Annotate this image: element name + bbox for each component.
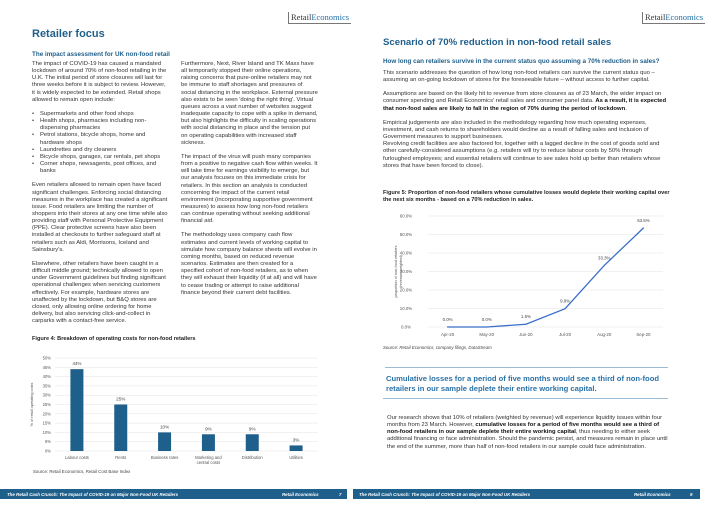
data-label: 9% <box>205 426 212 432</box>
operating-costs-bar-chart <box>28 350 323 465</box>
figure-5-title: Figure 5: Proportion of non-food retailers whose cumulative losses would deplete their working capital over the next six months - based on a 70% reduction in sales. <box>383 190 670 203</box>
page-9 <box>353 0 704 505</box>
divider <box>385 367 668 368</box>
y-tick-label: 15% <box>42 420 51 426</box>
y-tick-label: 40% <box>42 374 51 380</box>
y-tick-label: 20.0% <box>399 287 413 293</box>
callout-quote: Cumulative losses for a period of five months would see a third of non-food retailers in our sample deplete their entire working capital. <box>386 374 659 393</box>
footer-bar <box>0 489 347 499</box>
bar <box>114 405 127 452</box>
conclusion-paragraph <box>387 415 670 451</box>
x-tick-label: Rents <box>115 455 127 460</box>
column-2 <box>181 61 318 304</box>
text: , thus needing to either seek additional financing or face administration. Should the pandemic persist, and measures remain in place until the end of the summer, more than half of non-food retailers in our sample could face administration. <box>387 429 668 450</box>
y-tick-label: 25% <box>42 402 51 407</box>
x-tick-label: Apr-20 <box>440 332 455 337</box>
paragraph: Even retailers allowed to remain open have faced significant challenges. Enforcing social distancing measures in the workplace has created a significant issue. Food retailers are limiting the number of shoppers into their stores at any one time while also providing staff with Personal Protective Equipment (PPE). Clear protective screens have also been installed at checkouts to further safeguard staff at retailers such as Aldi, Morrisons, Iceland and Sainsbury's. <box>32 182 168 253</box>
paragraph: Revolving credit facilities are also factored for, together with a lagged decline in the cost of goods sold and other carefully-considered assumptions (e.g. retailers will try to reduce labour costs by 50% through furloughed employees; and essential retailers will continue to see sales hold up better than retailers whose stores that have been forced to close). <box>383 141 661 169</box>
y-tick-label: 5% <box>44 439 51 445</box>
bold-text: As a result, it is expected that non-food sales are likely to fall in the region of 70% during the period of lockdown <box>383 98 667 112</box>
paragraph: The impact of the virus will push many companies from a positive to negative cash flow within weeks. It will take time for earnings visibility to emerge, but our analysis focuses on this immediate crisis for retailers. In this section an analysis is conducted concerning the impact of the current retail environment (incorporating supportive government measures) to assess how long non-food retailers can continue operating without seeking additional financial aid. <box>181 153 318 225</box>
x-tick-label: Utilities <box>289 455 303 460</box>
x-tick-label: central costs <box>196 460 221 465</box>
y-tick-label: 40.0% <box>399 250 413 256</box>
data-label: 1.5% <box>520 314 531 320</box>
y-tick-label: 0.0% <box>400 324 412 330</box>
y-axis-label: (revenue-weighted) <box>399 255 403 288</box>
page-title: Scenario of 70% reduction in non-food retail sales <box>383 37 612 48</box>
y-tick-label: 0% <box>44 448 51 454</box>
paragraph: Furthermore, Next, River Island and TK Maxx have all temporarily stopped their online operations, raising concerns that pure-online retailers may not be immune to staff shortages and pressures of social distancing in the workplace. External pressure also exists to be seen 'doing the right thing'. Virtual queues across a vast number of websites suggest inadequate capacity to cope with a spike in demand, but also highlights the difficulty in scaling operations with social distancing in place and the tension put on operating capabilities with increased staff sickness. <box>181 61 318 146</box>
text: Our research shows that 10% of retailers (weighted by revenue) will experience liquidity issues within four months from 23 March. However, <box>387 415 663 429</box>
figure-4-title: Figure 4: Breakdown of operating costs for non-food retailers <box>32 336 196 342</box>
footer-title: The Retail Cash Crunch: The Impact of COVID-19 on Major Non-Food UK Retailers <box>7 491 179 497</box>
section-subtitle: How long can retailers survive in the current status quo assuming a 70% reduction in sales? <box>383 58 660 65</box>
x-tick-label: Jun-20 <box>519 332 533 337</box>
page-7 <box>0 0 350 505</box>
bar <box>158 432 171 451</box>
open-shops-list <box>32 111 168 175</box>
paragraph: Empirical judgements are also included in the methodology regarding how much operating expenses, investment, and cash returns to shareholders would decline as a result of falling sales and inclusion of Government measures to support businesses. <box>383 119 649 141</box>
data-label: 10% <box>159 424 170 430</box>
x-tick-label: Business rates <box>150 455 179 460</box>
paragraph: Elsewhere, other retailers have been caught in a difficult middle ground; technically allowed to open under Government guidelines but finding significant operational challenges when servicing customers effectively. For example, hardware stores are unaffected by the lockdown, but B&Q stores are closed, only allowing online ordering for home delivery, but also servicing click-and-collect in carparks with a contact-free service. <box>32 260 166 325</box>
y-tick-label: 30.0% <box>399 269 413 274</box>
column-1 <box>32 61 168 332</box>
series-line <box>448 228 644 327</box>
list-item: • Bicycle shops, garages, car rentals, pet shops <box>32 154 168 161</box>
footer-brand: Retail Economics <box>634 491 671 497</box>
y-tick-label: 35% <box>42 383 51 389</box>
y-tick-label: 10% <box>42 429 51 435</box>
x-tick-label: Jul-20 <box>559 332 572 337</box>
paragraph: The methodology uses company cash flow estimates and current levels of working capital to simulate how company balance sheets will evolve in coming months, based on reduced revenue scenarios. Estimates are then created for a specified cohort of non-food retailers, as to when they will exhaust their liquidity (if at all) and will have to cease trading or attempt to raise additional finance beyond their current debt facilities. <box>181 232 317 296</box>
y-tick-label: 60.0% <box>399 213 413 219</box>
footer-title: The Retail Cash Crunch: The Impact of COVID-19 on Major Non-Food UK Retailers <box>359 491 531 497</box>
text: Assumptions are based on the likely hit to revenue from store closures as of 23 March, the wider impact on consumer spending and Retail Economics' retail sales and consumer panel data. <box>383 91 662 105</box>
footer-bar <box>353 489 700 499</box>
x-tick-label: May-20 <box>479 332 495 337</box>
paragraph <box>383 91 668 112</box>
y-tick-label: 45% <box>42 364 51 370</box>
retailers-depletion-line-chart <box>373 209 673 337</box>
bold-text: cumulative losses for a period of five months would see a third of non-food retailers in our sample deplete their entire working capital <box>387 422 660 436</box>
bar <box>290 445 303 451</box>
retail-economics-logo: RetailEconomics <box>642 12 705 24</box>
figure-5-source: Source: Retail Economics, company filings, DataStream <box>383 345 492 350</box>
divider <box>383 398 668 399</box>
intro-paragraph: The impact of COVID-19 has caused a mandated lockdown of around 70% of non-food retailing in the U.K. The initial period of store closures will last for three weeks before it is subject to review. However, it is widely expected to be extended. Retail shops allowed to remain open include: <box>32 61 167 103</box>
data-label: 9.9% <box>560 298 571 304</box>
y-tick-label: 30% <box>42 392 51 398</box>
text: . <box>625 105 627 112</box>
page-number: 9 <box>690 491 693 497</box>
y-tick-label: 20% <box>42 411 51 417</box>
retail-economics-logo: RetailEconomics <box>288 12 351 24</box>
data-label: 3% <box>292 437 300 443</box>
x-tick-label: Sep-20 <box>636 332 651 337</box>
y-tick-label: 50.0% <box>399 232 413 237</box>
data-label: 0.0% <box>442 317 453 322</box>
scenario-text <box>383 70 668 177</box>
bar <box>202 434 215 451</box>
y-tick-label: 10.0% <box>399 306 413 311</box>
bar <box>246 434 259 451</box>
list-item: • Laundrettes and dry cleaners <box>32 147 168 154</box>
paragraph: This scenario addresses the question of how long non-food retailers can survive the current status quo – assuming an on-going lockdown of stores for the foreseeable future – without access to further capital. <box>383 70 655 84</box>
list-item: • Corner shops, newsagents, post offices, and banks <box>32 161 168 175</box>
list-item: • Supermarkets and other food shops <box>32 111 168 118</box>
x-tick-label: Marketing and <box>195 455 222 460</box>
y-axis-label: % of retail operating costs <box>30 382 34 427</box>
data-label: 44% <box>72 361 82 367</box>
y-axis-label: proportion of non-food retailers <box>394 245 398 298</box>
data-label: 53.5% <box>637 218 650 224</box>
y-tick-label: 50% <box>42 355 51 361</box>
data-label: 9% <box>248 426 256 432</box>
list-item: • Health shops, pharmacies including non-dispensing pharmacies <box>32 118 168 132</box>
footer-brand: Retail Economics <box>282 491 319 497</box>
bar <box>70 369 83 451</box>
x-tick-label: Labour costs <box>64 455 89 460</box>
x-tick-label: Aug-20 <box>597 332 612 337</box>
data-label: 25% <box>116 396 126 402</box>
page-title: Retailer focus <box>32 28 105 40</box>
data-label: 0.0% <box>481 317 492 322</box>
page-number: 7 <box>339 491 342 497</box>
section-subtitle: The impact assessment for UK non-food retail <box>32 51 170 58</box>
figure-4-source: Source: Retail Economics, Retail Cost Base Index <box>33 469 131 474</box>
data-label: 33.3% <box>598 255 611 261</box>
x-tick-label: Distribution <box>241 455 263 460</box>
list-item: • Petrol stations, bicycle shops, home and hardware shops <box>32 132 168 146</box>
